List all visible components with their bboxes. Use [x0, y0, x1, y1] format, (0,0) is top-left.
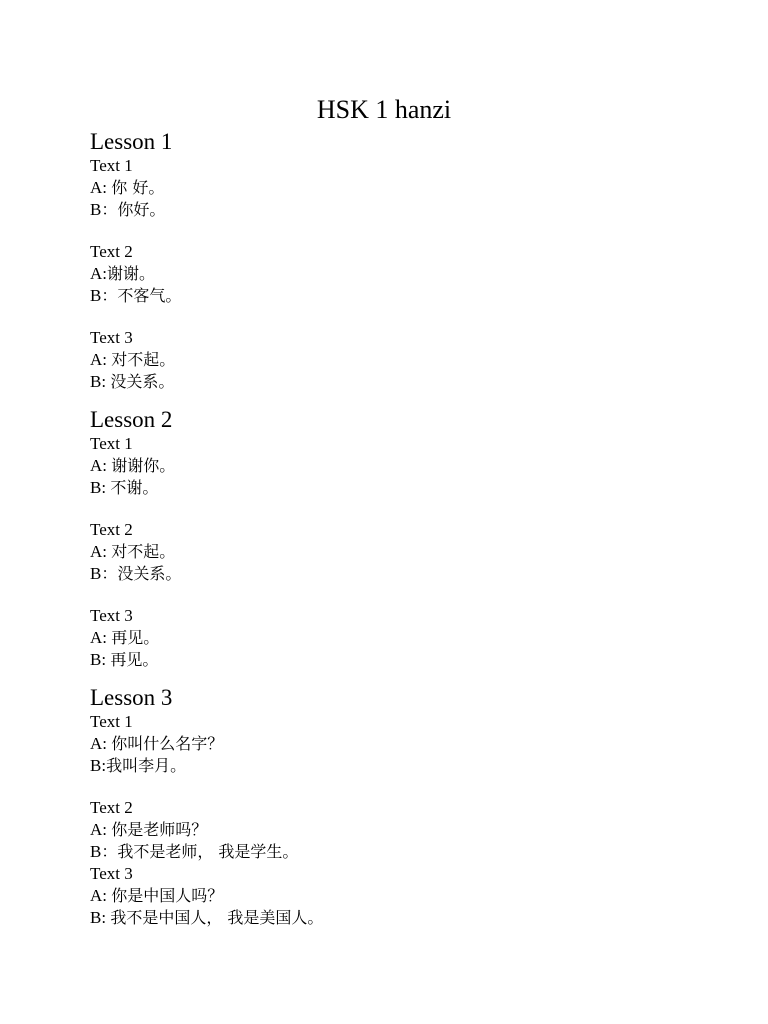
utterance-text: ：不客气。 [101, 286, 182, 305]
dialogue-line [90, 285, 680, 307]
utterance-text: 你是中国人吗？ [111, 886, 224, 905]
dialogue-label: Text 1 [90, 156, 133, 175]
lesson-section [90, 685, 680, 929]
dialogue-label: Text 2 [90, 798, 133, 817]
utterance-text: 再见。 [111, 628, 160, 647]
dialogue-line [90, 371, 680, 393]
dialogue-line [90, 349, 680, 371]
dialogue-label: Text 2 [90, 242, 133, 261]
dialogue-line [90, 841, 680, 863]
dialogue-block [90, 605, 680, 671]
document-title: HSK 1 hanzi [316, 95, 452, 124]
speaker-label: A: [90, 264, 107, 283]
dialogue-label: Text 3 [90, 864, 133, 883]
speaker-label: B [90, 842, 102, 861]
speaker-label: B: [90, 908, 111, 927]
utterance-text: 不谢。 [110, 478, 159, 497]
dialogue-line [90, 649, 680, 671]
utterance-text: 谢谢你。 [111, 456, 176, 475]
dialogue-line [90, 263, 680, 285]
speaker-label: A: [90, 628, 112, 647]
speaker-label: A: [90, 542, 112, 561]
utterance-text: 你叫什么名字？ [111, 734, 224, 753]
dialogue-block [90, 863, 680, 929]
dialogue-line [90, 819, 680, 841]
dialogue-label: Text 3 [90, 606, 133, 625]
utterance-text: 对不起。 [111, 542, 176, 561]
utterance-text: 我叫李月。 [106, 756, 187, 775]
dialogue-line [90, 541, 680, 563]
dialogue-line [90, 885, 680, 907]
dialogue-block [90, 155, 680, 221]
dialogue-label: Text 2 [90, 520, 133, 539]
lesson-heading: Lesson 1 [90, 129, 173, 154]
dialogue-block [90, 797, 680, 863]
speaker-label: A: [90, 350, 112, 369]
dialogue-line [90, 199, 680, 221]
dialogue-line [90, 477, 680, 499]
speaker-label: B: [90, 650, 111, 669]
speaker-label: B [90, 564, 102, 583]
lesson-heading: Lesson 2 [90, 407, 173, 432]
utterance-text: ：我不是老师， 我是学生。 [101, 842, 299, 861]
speaker-label: A: [90, 886, 112, 905]
dialogue-block [90, 433, 680, 499]
speaker-label: A: [90, 456, 112, 475]
dialogue-line [90, 177, 680, 199]
utterance-text: ：你好。 [101, 200, 166, 219]
utterance-text: 你 好。 [111, 178, 165, 197]
utterance-text: 没关系。 [110, 372, 175, 391]
dialogue-block [90, 519, 680, 585]
speaker-label: B [90, 286, 102, 305]
speaker-label: A: [90, 820, 112, 839]
speaker-label: B [90, 200, 102, 219]
utterance-text: 再见。 [110, 650, 159, 669]
dialogue-line [90, 455, 680, 477]
speaker-label: B: [90, 372, 111, 391]
lesson-heading: Lesson 3 [90, 685, 173, 710]
speaker-label: B: [90, 756, 107, 775]
dialogue-label: Text 1 [90, 712, 133, 731]
speaker-label: B: [90, 478, 111, 497]
lesson-section [90, 129, 680, 393]
dialogue-line [90, 627, 680, 649]
speaker-label: A: [90, 734, 112, 753]
lesson-section [90, 407, 680, 671]
utterance-text: ：没关系。 [101, 564, 182, 583]
dialogue-block [90, 327, 680, 393]
dialogue-block [90, 711, 680, 777]
utterance-text: 对不起。 [111, 350, 176, 369]
utterance-text: 我不是中国人， 我是美国人。 [110, 908, 324, 927]
dialogue-block [90, 241, 680, 307]
dialogue-line [90, 907, 680, 929]
document-page [90, 93, 680, 929]
dialogue-label: Text 3 [90, 328, 133, 347]
dialogue-line [90, 563, 680, 585]
utterance-text: 你是老师吗？ [111, 820, 208, 839]
dialogue-line [90, 733, 680, 755]
speaker-label: A: [90, 178, 112, 197]
utterance-text: 谢谢。 [107, 264, 156, 283]
dialogue-label: Text 1 [90, 434, 133, 453]
dialogue-line [90, 755, 680, 777]
